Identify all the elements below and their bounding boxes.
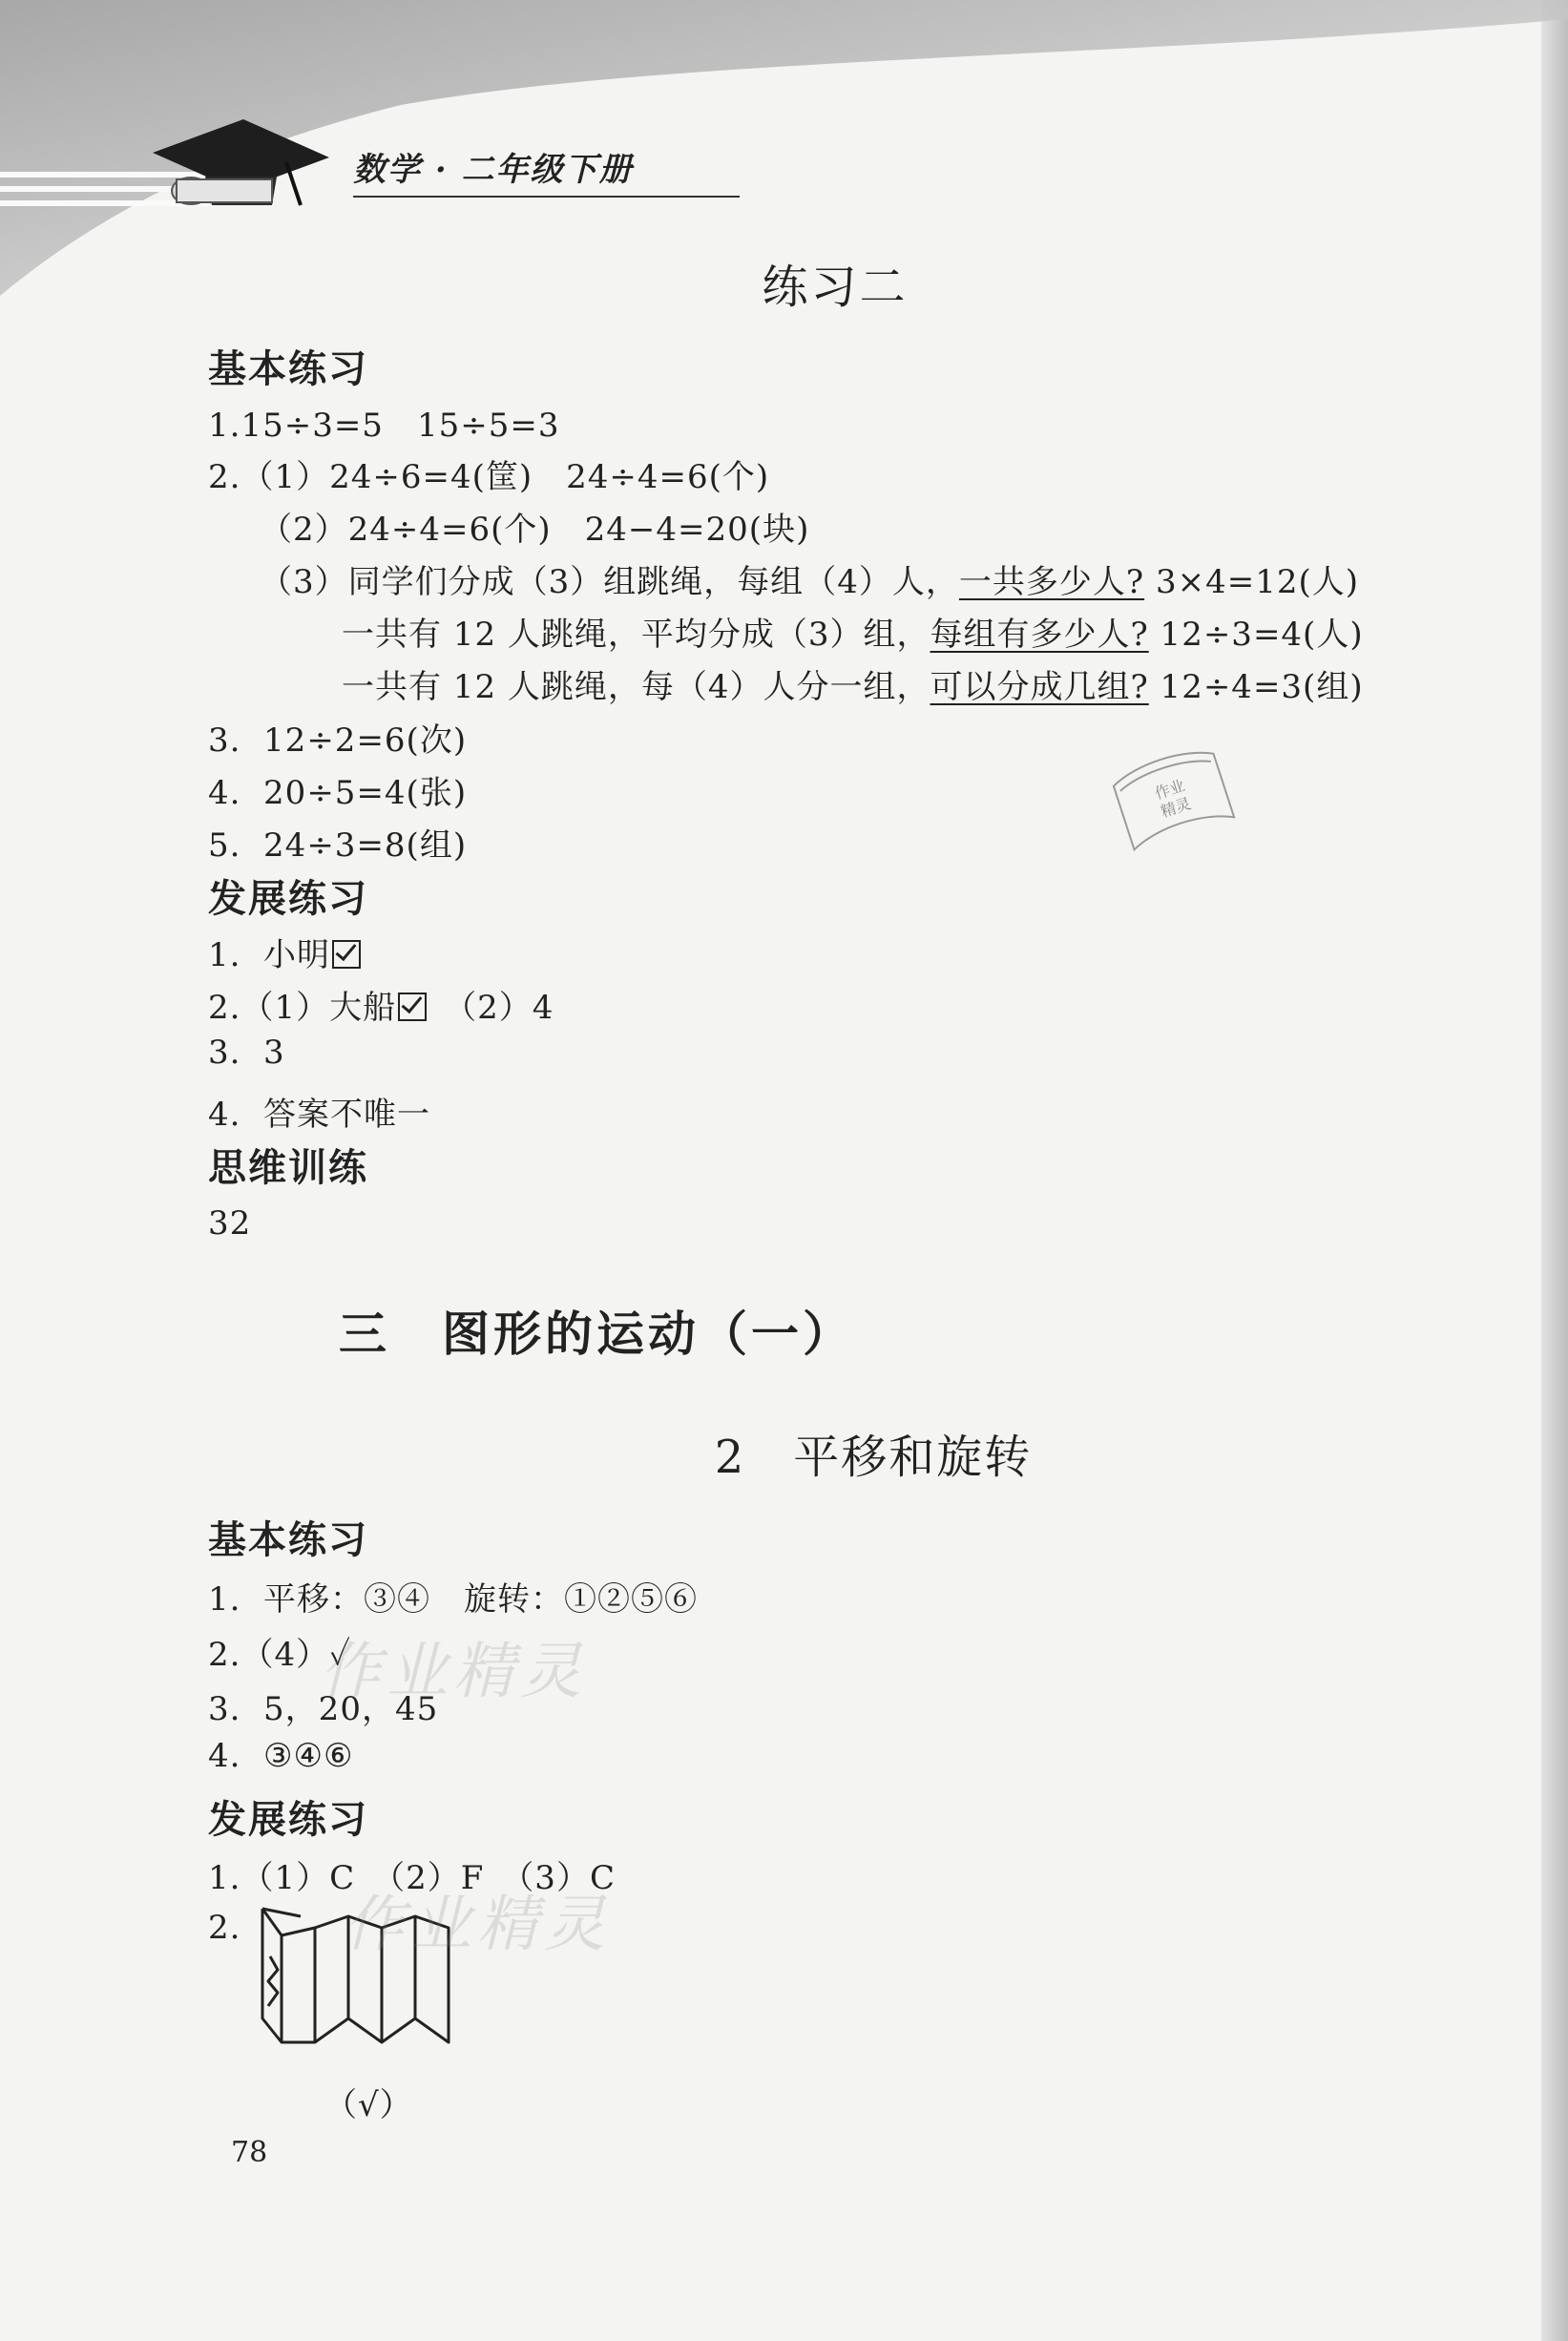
header-rule bbox=[353, 196, 740, 198]
answer-line: 5. 24÷3=8(组) bbox=[208, 826, 468, 865]
answer-line-word-problem-2 bbox=[342, 608, 1364, 655]
problem-answer: 3×4=12(人) bbox=[1144, 563, 1359, 601]
section-heading-development-practice: 发展练习 bbox=[208, 1798, 368, 1842]
problem-answer: 12÷3=4(人) bbox=[1148, 616, 1364, 654]
section-heading-basic-practice: 基本练习 bbox=[208, 1518, 368, 1562]
problem-text: 一共有 12 人跳绳，每（4）人分一组， bbox=[342, 668, 930, 706]
answer-line: 1.（1）C （2）F （3）C bbox=[208, 1859, 616, 1897]
problem-text: （3）同学们分成（3）组跳绳，每组（4）人， bbox=[260, 563, 959, 601]
answer-line-with-check bbox=[208, 929, 361, 975]
answer-line: 4. ③④⑥ bbox=[208, 1737, 354, 1775]
answer-text: 2.（1）大船 bbox=[208, 989, 397, 1027]
problem-text: 一共有 12 人跳绳，平均分成（3）组， bbox=[342, 616, 930, 654]
section-title: 2 平移和旋转 bbox=[714, 1431, 1033, 1484]
problem-answer: 12÷4=3(组) bbox=[1148, 668, 1364, 706]
header-title: 数学 · 二年级下册 bbox=[353, 151, 634, 189]
answer-text: 1. 小明 bbox=[208, 936, 331, 974]
chapter-title: 三 图形的运动（一） bbox=[339, 1306, 854, 1362]
underlined-question: 可以分成几组? bbox=[930, 668, 1149, 706]
watermark-logo: 作业精灵 bbox=[344, 1890, 611, 1960]
svg-text:精灵: 精灵 bbox=[1158, 794, 1194, 822]
lesson-title: 练习二 bbox=[762, 261, 909, 314]
homework-stamp-logo bbox=[1098, 735, 1250, 868]
answer-line: 2.（1）24÷6=4(筐) 24÷4=6(个) bbox=[208, 458, 770, 496]
answer-line-word-problem-3 bbox=[342, 660, 1364, 707]
checkbox-checked-icon bbox=[332, 940, 361, 969]
answer-line: 3. 5，20，45 bbox=[208, 1690, 439, 1728]
answer-line-word-problem-1 bbox=[260, 555, 1359, 602]
answer-text: （2）4 bbox=[427, 989, 554, 1027]
underlined-question: 每组有多少人? bbox=[930, 616, 1149, 654]
answer-line: 3. 12÷2=6(次) bbox=[208, 721, 468, 760]
answer-line: 1.15÷3=5 15÷5=3 bbox=[208, 407, 560, 445]
svg-text:作业: 作业 bbox=[1152, 776, 1187, 804]
answer-line: 32 bbox=[208, 1204, 252, 1243]
page-edge-shadow bbox=[1541, 0, 1568, 2341]
section-heading-basic-practice: 基本练习 bbox=[208, 347, 368, 391]
answer-line: 3. 3 bbox=[208, 1034, 285, 1072]
answer-line: 4. 20÷5=4(张) bbox=[208, 774, 468, 812]
page-number: 78 bbox=[231, 2136, 268, 2169]
section-heading-development-practice: 发展练习 bbox=[208, 877, 368, 921]
answer-line: 2. bbox=[208, 1909, 241, 1947]
answer-line: 1. 平移：③④ 旋转：①②⑤⑥ bbox=[208, 1580, 699, 1619]
checkbox-checked-icon bbox=[398, 993, 427, 1021]
answer-line-with-check bbox=[208, 981, 554, 1028]
answer-line: 2.（4）✓ bbox=[208, 1636, 352, 1674]
underlined-question: 一共多少人? bbox=[958, 563, 1145, 601]
watermark-logo: 作业精灵 bbox=[320, 1637, 587, 1707]
figure-answer: （√） bbox=[324, 2086, 413, 2124]
section-heading-thinking-training: 思维训练 bbox=[208, 1146, 368, 1190]
answer-line: 4. 答案不唯一 bbox=[208, 1096, 431, 1134]
answer-line: （2）24÷4=6(个) 24−4=20(块) bbox=[260, 511, 810, 549]
